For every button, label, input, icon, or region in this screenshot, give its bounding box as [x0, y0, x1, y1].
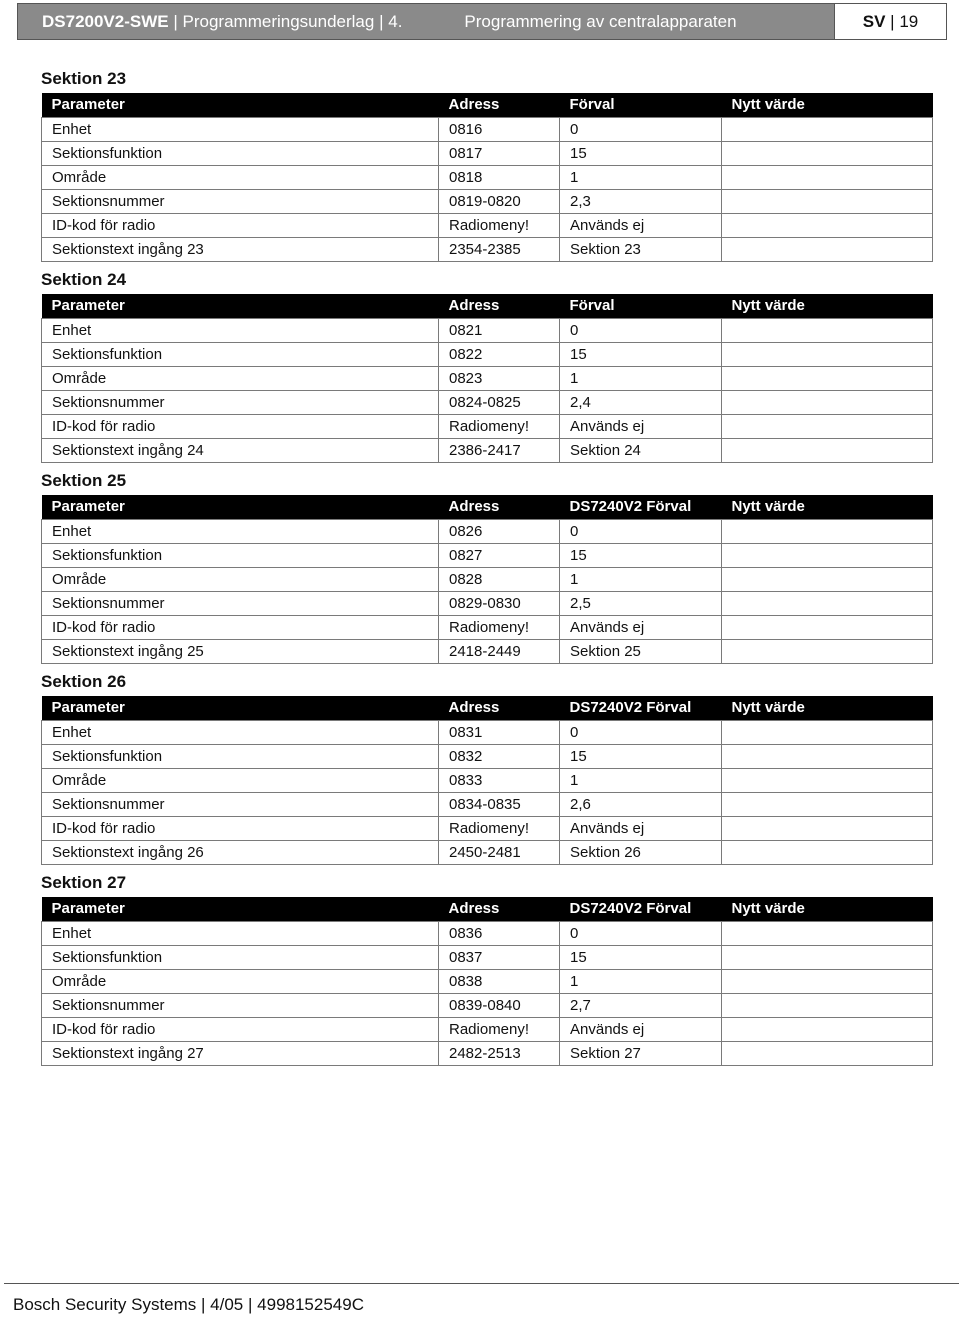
default-cell: 2,7 [560, 993, 722, 1017]
parameter-cell: Område [42, 366, 439, 390]
default-cell: Används ej [560, 1017, 722, 1041]
parameter-cell: Enhet [42, 318, 439, 342]
new-value-cell[interactable] [722, 744, 933, 768]
new-value-cell[interactable] [722, 165, 933, 189]
default-cell: 1 [560, 366, 722, 390]
parameter-cell: Sektionsnummer [42, 189, 439, 213]
column-header: Nytt värde [722, 897, 933, 921]
column-header: DS7240V2 Förval [560, 495, 722, 519]
new-value-cell[interactable] [722, 543, 933, 567]
section-title: Sektion 24 [41, 270, 127, 289]
default-cell: Sektion 23 [560, 237, 722, 261]
table-header-row [42, 696, 933, 720]
new-value-cell[interactable] [722, 414, 933, 438]
table-row [42, 567, 933, 591]
table-row [42, 792, 933, 816]
page-number: 19 [899, 11, 919, 31]
parameter-table [41, 897, 933, 1066]
parameter-cell: ID-kod för radio [42, 816, 439, 840]
address-cell: 0821 [439, 318, 560, 342]
table-row [42, 591, 933, 615]
table-row [42, 414, 933, 438]
column-header: Parameter [42, 897, 439, 921]
address-cell: 0819-0820 [439, 189, 560, 213]
new-value-cell[interactable] [722, 519, 933, 543]
default-cell: 15 [560, 945, 722, 969]
table-row [42, 768, 933, 792]
new-value-cell[interactable] [722, 117, 933, 141]
footer-sep: | [248, 1295, 253, 1314]
parameter-cell: Sektionstext ingång 26 [42, 840, 439, 864]
new-value-cell[interactable] [722, 969, 933, 993]
parameter-cell: Sektionsnummer [42, 390, 439, 414]
section-title: Sektion 27 [41, 873, 127, 892]
new-value-cell[interactable] [722, 1017, 933, 1041]
column-header: Adress [439, 93, 560, 117]
address-cell: 0832 [439, 744, 560, 768]
default-cell: 1 [560, 165, 722, 189]
table-row [42, 921, 933, 945]
new-value-cell[interactable] [722, 591, 933, 615]
address-cell: 0833 [439, 768, 560, 792]
address-cell: 0831 [439, 720, 560, 744]
section-27 [41, 868, 932, 1066]
default-cell: 0 [560, 318, 722, 342]
section-24 [41, 265, 932, 463]
address-cell: Radiomeny! [439, 1017, 560, 1041]
page-header [17, 3, 947, 40]
column-header: Parameter [42, 294, 439, 318]
address-cell: 2450-2481 [439, 840, 560, 864]
new-value-cell[interactable] [722, 639, 933, 663]
default-cell: Används ej [560, 615, 722, 639]
default-cell: 0 [560, 519, 722, 543]
column-header: DS7240V2 Förval [560, 897, 722, 921]
address-cell: 2354-2385 [439, 237, 560, 261]
new-value-cell[interactable] [722, 945, 933, 969]
parameter-cell: Sektionsfunktion [42, 744, 439, 768]
address-cell: 0839-0840 [439, 993, 560, 1017]
address-cell: Radiomeny! [439, 816, 560, 840]
address-cell: 0829-0830 [439, 591, 560, 615]
header-sep: | [379, 11, 384, 31]
new-value-cell[interactable] [722, 189, 933, 213]
table-row [42, 318, 933, 342]
default-cell: 15 [560, 744, 722, 768]
parameter-cell: Område [42, 969, 439, 993]
new-value-cell[interactable] [722, 993, 933, 1017]
column-header: Nytt värde [722, 93, 933, 117]
parameter-cell: Område [42, 768, 439, 792]
footer-sep: | [201, 1295, 206, 1314]
section-23 [41, 64, 932, 262]
table-row [42, 993, 933, 1017]
default-cell: 1 [560, 567, 722, 591]
parameter-cell: ID-kod för radio [42, 1017, 439, 1041]
address-cell: 0817 [439, 141, 560, 165]
parameter-cell: Sektionsnummer [42, 792, 439, 816]
parameter-table [41, 495, 933, 664]
table-row [42, 639, 933, 663]
company-name: Bosch Security Systems [13, 1295, 197, 1314]
table-row [42, 189, 933, 213]
column-header: Parameter [42, 93, 439, 117]
column-header: Förval [560, 294, 722, 318]
column-header: Adress [439, 294, 560, 318]
parameter-cell: Sektionsfunktion [42, 543, 439, 567]
table-header-row [42, 93, 933, 117]
table-row [42, 720, 933, 744]
address-cell: 2418-2449 [439, 639, 560, 663]
table-row [42, 543, 933, 567]
table-row [42, 744, 933, 768]
table-row [42, 840, 933, 864]
new-value-cell[interactable] [722, 141, 933, 165]
default-cell: 2,6 [560, 792, 722, 816]
address-cell: Radiomeny! [439, 414, 560, 438]
default-cell: 2,4 [560, 390, 722, 414]
doc-id: DS7200V2-SWE [42, 11, 169, 31]
table-row [42, 1041, 933, 1065]
parameter-table [41, 294, 933, 463]
column-header: Parameter [42, 696, 439, 720]
parameter-cell: ID-kod för radio [42, 615, 439, 639]
column-header: Nytt värde [722, 294, 933, 318]
language-code: SV [862, 11, 886, 31]
address-cell: 2386-2417 [439, 438, 560, 462]
section-title: Sektion 26 [41, 672, 127, 691]
page-indicator [835, 3, 947, 40]
table-row [42, 342, 933, 366]
table-header-row [42, 495, 933, 519]
new-value-cell[interactable] [722, 342, 933, 366]
table-row [42, 237, 933, 261]
header-title-bar [17, 3, 835, 40]
address-cell: 0828 [439, 567, 560, 591]
address-cell: Radiomeny! [439, 213, 560, 237]
table-header-row [42, 294, 933, 318]
table-row [42, 366, 933, 390]
table-row [42, 969, 933, 993]
address-cell: 0826 [439, 519, 560, 543]
column-header: Adress [439, 897, 560, 921]
new-value-cell[interactable] [722, 213, 933, 237]
column-header: Nytt värde [722, 696, 933, 720]
address-cell: 2482-2513 [439, 1041, 560, 1065]
default-cell: 1 [560, 969, 722, 993]
new-value-cell[interactable] [722, 720, 933, 744]
table-row [42, 213, 933, 237]
new-value-cell[interactable] [722, 318, 933, 342]
default-cell: 0 [560, 720, 722, 744]
chapter-number: 4. [388, 11, 403, 31]
new-value-cell[interactable] [722, 390, 933, 414]
section-title: Sektion 23 [41, 69, 127, 88]
new-value-cell[interactable] [722, 366, 933, 390]
parameter-cell: Enhet [42, 117, 439, 141]
parameter-cell: Område [42, 567, 439, 591]
column-header: Nytt värde [722, 495, 933, 519]
default-cell: 0 [560, 921, 722, 945]
parameter-cell: Sektionstext ingång 27 [42, 1041, 439, 1065]
new-value-cell[interactable] [722, 567, 933, 591]
parameter-cell: Sektionsnummer [42, 993, 439, 1017]
footer-divider [4, 1283, 959, 1284]
address-cell: 0822 [439, 342, 560, 366]
header-sep: | [890, 11, 895, 31]
table-row [42, 165, 933, 189]
address-cell: 0834-0835 [439, 792, 560, 816]
default-cell: Sektion 26 [560, 840, 722, 864]
default-cell: Används ej [560, 414, 722, 438]
default-cell: 15 [560, 141, 722, 165]
column-header: Adress [439, 495, 560, 519]
new-value-cell[interactable] [722, 1041, 933, 1065]
footer-date: 4/05 [210, 1295, 244, 1314]
default-cell: Sektion 24 [560, 438, 722, 462]
table-row [42, 141, 933, 165]
address-cell: 0816 [439, 117, 560, 141]
address-cell: 0837 [439, 945, 560, 969]
doc-subtitle: Programmeringsunderlag [182, 11, 375, 31]
new-value-cell[interactable] [722, 840, 933, 864]
address-cell: 0824-0825 [439, 390, 560, 414]
column-header: Adress [439, 696, 560, 720]
table-row [42, 519, 933, 543]
parameter-cell: Enhet [42, 921, 439, 945]
parameter-cell: ID-kod för radio [42, 213, 439, 237]
new-value-cell[interactable] [722, 237, 933, 261]
section-26 [41, 667, 932, 865]
new-value-cell[interactable] [722, 768, 933, 792]
table-row [42, 615, 933, 639]
section-title: Sektion 25 [41, 471, 127, 490]
column-header: Förval [560, 93, 722, 117]
table-row [42, 117, 933, 141]
address-cell: 0818 [439, 165, 560, 189]
table-row [42, 438, 933, 462]
parameter-table [41, 696, 933, 865]
parameter-cell: Sektionstext ingång 25 [42, 639, 439, 663]
default-cell: 2,5 [560, 591, 722, 615]
table-row [42, 390, 933, 414]
address-cell: 0827 [439, 543, 560, 567]
chapter-title: Programmering av centralapparaten [464, 11, 737, 31]
parameter-cell: Sektionsfunktion [42, 342, 439, 366]
parameter-cell: Sektionstext ingång 24 [42, 438, 439, 462]
column-header: Parameter [42, 495, 439, 519]
parameter-cell: Sektionsfunktion [42, 141, 439, 165]
new-value-cell[interactable] [722, 816, 933, 840]
parameter-cell: Sektionstext ingång 23 [42, 237, 439, 261]
default-cell: 0 [560, 117, 722, 141]
default-cell: 15 [560, 543, 722, 567]
header-sep: | [173, 11, 178, 31]
new-value-cell[interactable] [722, 615, 933, 639]
parameter-cell: Sektionsnummer [42, 591, 439, 615]
address-cell: 0836 [439, 921, 560, 945]
address-cell: 0823 [439, 366, 560, 390]
default-cell: Används ej [560, 213, 722, 237]
parameter-cell: Område [42, 165, 439, 189]
new-value-cell[interactable] [722, 921, 933, 945]
new-value-cell[interactable] [722, 438, 933, 462]
page-footer [13, 1295, 364, 1315]
parameter-cell: ID-kod för radio [42, 414, 439, 438]
table-row [42, 945, 933, 969]
new-value-cell[interactable] [722, 792, 933, 816]
address-cell: Radiomeny! [439, 615, 560, 639]
section-25 [41, 466, 932, 664]
address-cell: 0838 [439, 969, 560, 993]
parameter-cell: Enhet [42, 519, 439, 543]
default-cell: Sektion 27 [560, 1041, 722, 1065]
part-number: 4998152549C [257, 1295, 364, 1314]
default-cell: 1 [560, 768, 722, 792]
table-header-row [42, 897, 933, 921]
parameter-table [41, 93, 933, 262]
parameter-cell: Sektionsfunktion [42, 945, 439, 969]
table-row [42, 1017, 933, 1041]
default-cell: 15 [560, 342, 722, 366]
default-cell: 2,3 [560, 189, 722, 213]
parameter-cell: Enhet [42, 720, 439, 744]
default-cell: Används ej [560, 816, 722, 840]
column-header: DS7240V2 Förval [560, 696, 722, 720]
table-row [42, 816, 933, 840]
default-cell: Sektion 25 [560, 639, 722, 663]
